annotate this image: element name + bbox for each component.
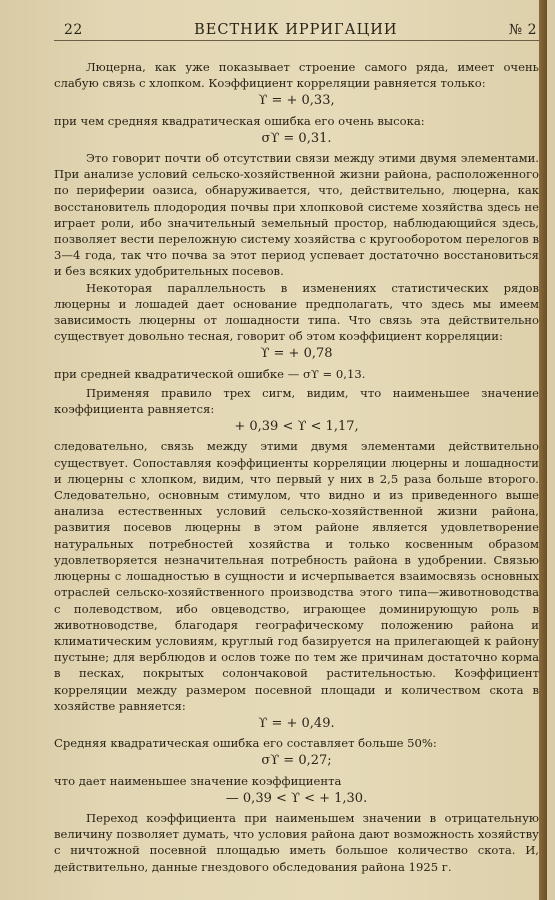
formula: σϒ = 0,31. (261, 130, 332, 146)
paragraph: Некоторая параллельность в изменениях статистических рядов люцерны и лошадей дает основание предполагать, что здесь мы имеем зависимость люцерны от лошадности типа. Что связь эта действительно существует довольно тесная, говорит об этом коэффициент корреляции: (54, 280, 539, 344)
paragraph: Это говорит почти об отсутствии связи между этими двумя элементами. При анализе условий сельско-хозяйственной жизни района, расположенного по периферии оазиса, обнаруживается, что, действительно, люцерна, как восстановитель плодородия почвы при хлопковой системе хозяйства здесь не играет роли, ибо значительный земельный простор, наблюдающийся здесь, позволяет вести переложную систему хозяйства с кругооборотом перелогов в 3—4 года, так что почва за этот период успевает достаточно восстановиться и без всяких удобрительных посевов. (54, 151, 539, 279)
formula: — 0,39 < ϒ < + 1,30. (225, 790, 368, 806)
page-number: 22 (64, 22, 83, 38)
paragraph: Люцерна, как уже показывает строение самого ряда, имеет очень слабую связь с хлопком. Коэффициент корреляции равняется только: (54, 60, 539, 91)
journal-title: ВЕСТНИК ИРРИГАЦИИ (194, 22, 398, 38)
issue-number: № 2 (508, 22, 537, 38)
formula: ϒ = + 0,33, (258, 93, 335, 109)
paragraph: Средняя квадратическая ошибка его составляет больше 50%: (54, 736, 437, 751)
paragraph: Переход коэффициента при наименьшем значении в отрицательную величину позволяет думать, что условия района дают возможность хозяйству с ничтожной посевной площадью иметь большое количество скота. И, действительно, данные гнездового обследования района 1925 г. (54, 810, 539, 874)
running-header (54, 22, 541, 41)
paragraph: Применяя правило трех сигм, видим, что наименьшее значение коэффициента равняется: (54, 385, 539, 417)
page-edge (539, 0, 547, 900)
formula: ϒ = + 0,78 (260, 346, 333, 362)
formula: + 0,39 < ϒ < 1,17, (234, 419, 359, 435)
formula: ϒ = + 0,49. (258, 715, 335, 731)
article-body (54, 59, 541, 875)
paragraph: при средней квадратической ошибке — σϒ = 0,13. (54, 366, 366, 381)
paragraph: следовательно, связь между этими двумя элементами действительно существует. Сопоставляя коэффициенты корреляции люцерны и лошадности и люцерны с хлопком, видим, что первый у них в 2,5 раза больше второго. Следовательно, основным стимулом, что видно и из приведенного выше анализа естественных условий сельско-хозяйственной жизни района, развития посевов люцерны в этом районе является удовлетворение натуральных потребностей хозяйства и только косвенным образом удовлетворяется незначительная потребность района в удобрении. Связью люцерны с лошадностью в сущности и исчерпывается взаимосвязь основных отраслей сельско-хозяйственного производства этого типа—животноводства с полеводством, ибо овцеводство, играющее доминирующую роль в животноводстве, благодаря географическому положению района и климатическим условиям, круглый год базируется на прилегающей к району пустыне; для верблюдов и ослов тоже по тем же причинам достаточно корма в песках, покрытых солончаковой растительностью. Коэффициент корреляции между размером посевной площади и количеством скота в хозяйстве равняется: (54, 439, 539, 713)
paragraph: при чем средняя квадратическая ошибка его очень высока: (54, 113, 425, 128)
paragraph: что дает наименьшее значение коэффициента (54, 773, 342, 788)
formula: σϒ = 0,27; (261, 753, 332, 769)
